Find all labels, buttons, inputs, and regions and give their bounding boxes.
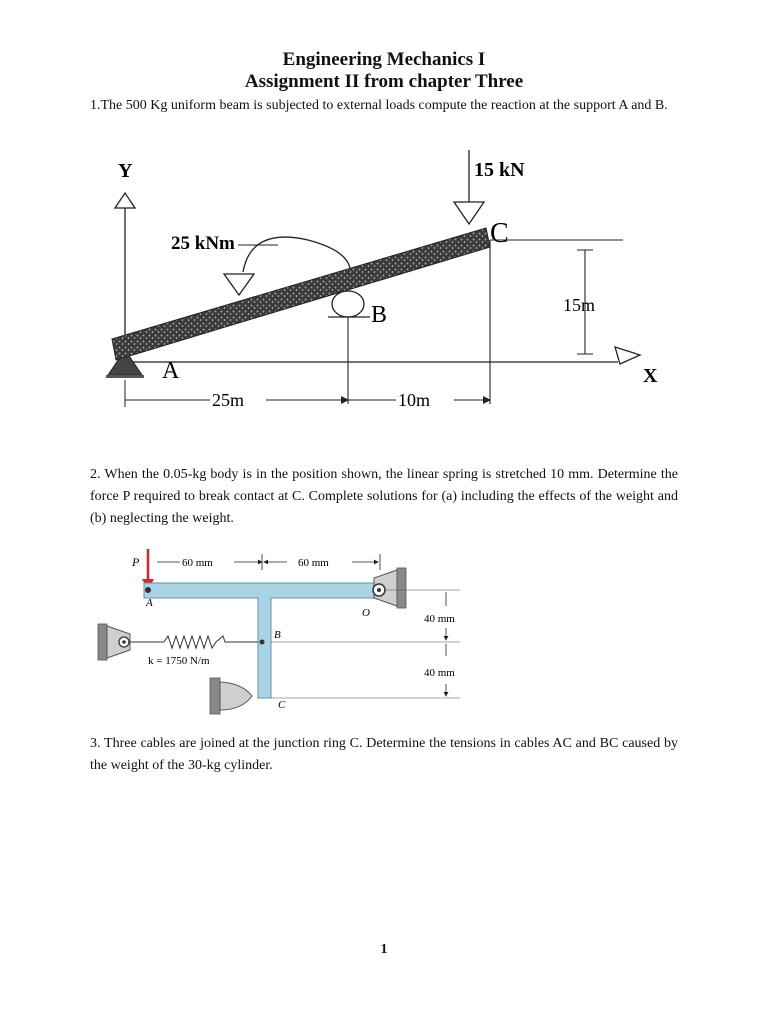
spring-wall: [98, 624, 107, 660]
point-b-label: B: [371, 302, 388, 328]
x-axis-arrowhead: [615, 347, 640, 364]
height-dimension-label: 15m: [563, 295, 596, 315]
force-p-label: P: [132, 555, 140, 569]
point-c-label: C: [278, 699, 286, 711]
dimension-60mm-right: 60 mm: [298, 557, 329, 569]
y-axis-label: Y: [118, 160, 133, 182]
spring-constant-label: k = 1750 N/m: [148, 655, 210, 667]
point-a-label: A: [162, 358, 180, 384]
point-b-label: B: [274, 629, 281, 641]
document-subtitle: Assignment II from chapter Three: [244, 71, 524, 92]
x-axis-label: X: [643, 365, 658, 387]
linear-spring: [129, 636, 258, 648]
question-2-text: 2. When the 0.05-kg body is in the position shown, the linear spring is stretched 10 mm. Determine the force P required to break contact at C. Complete solutions for (a) including the effects of the weight and (b) neglecting the weight.: [90, 467, 678, 526]
contact-stop-c: [220, 682, 252, 710]
dimension-40mm-top: 40 mm: [424, 613, 455, 625]
dimension-40mm-bottom: 40 mm: [424, 667, 455, 679]
lever-figure: [92, 540, 482, 715]
point-c-label: C: [490, 218, 509, 249]
dimension-25m-label: 25m: [212, 390, 245, 410]
point-a-label: A: [146, 597, 153, 609]
y-axis-arrowhead: [115, 193, 135, 208]
roller-support-b: [332, 291, 364, 317]
document-title: Engineering Mechanics I: [282, 49, 486, 70]
point-o-label: O: [362, 607, 370, 619]
dimension-60mm-left: 60 mm: [182, 557, 213, 569]
inclined-beam: [112, 228, 490, 360]
load-label: 15 kN: [474, 159, 525, 181]
beam-figure: [88, 142, 688, 414]
point-a-pin: [145, 587, 151, 593]
moment-arrowhead: [224, 274, 254, 295]
moment-label: 25 kNm: [171, 233, 235, 254]
question-3-text: 3. Three cables are joined at the junction ring C. Determine the tensions in cables AC and BC caused by the weight of the 30-kg cylinder.: [90, 736, 678, 773]
dimension-10m-label: 10m: [398, 390, 431, 410]
page-number: 1: [380, 942, 388, 957]
question-1-text: 1.The 500 Kg uniform beam is subjected to external loads compute the reaction at the support A and B.: [90, 98, 668, 113]
moment-arc: [243, 237, 350, 272]
load-arrowhead: [454, 202, 484, 224]
contact-wall-c: [210, 678, 220, 714]
